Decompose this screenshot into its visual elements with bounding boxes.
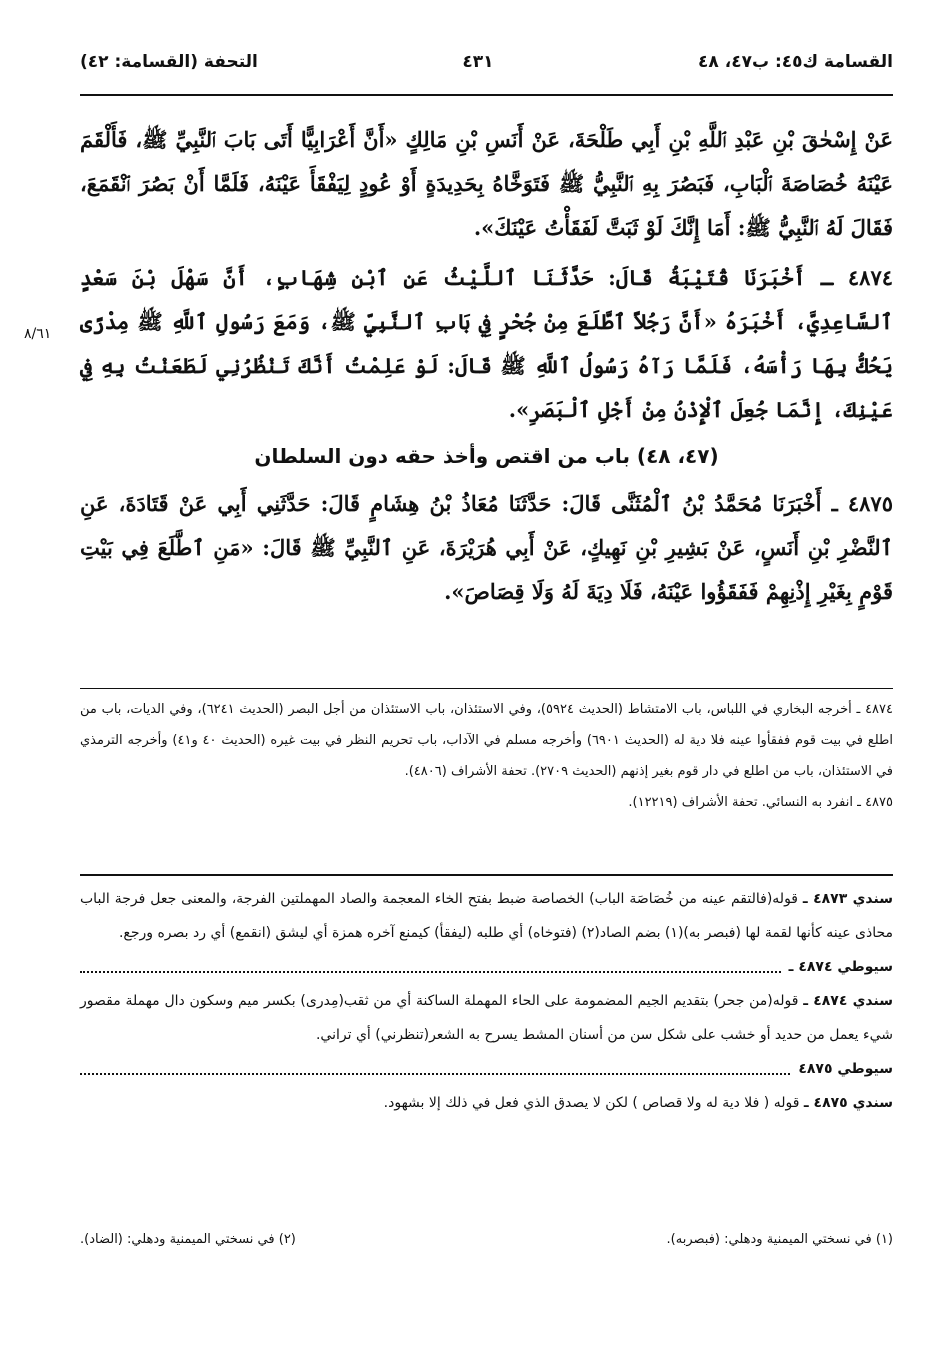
hadith-text: أَخْبَرَنَا قُتَيْبَةُ قَالَ: حَدَّثَنَا ٱللَّيْثُ عَنِ ٱبْنِ شِهَابٍ، أَنَّ سَهْلَ بْنَ سَعْدٍ ٱلسَّاعِدِيَّ، أَخْبَرَهُ «أَنَّ رَجُلاً ٱطَّلَعَ مِنْ جُحْرٍ فِي بَابِ ٱلنَّبِيِّ ﷺ، وَمَعَ رَسُولِ ٱللَّهِ ﷺ مِدْرًى يَحُكُّ بِهَا رَأْسَهُ، فَلَمَّا رَآهُ رَسُولُ ٱللَّهِ ﷺ قَالَ: لَوْ عَلِمْتُ أَنَّكَ تَنْظُرُنِي لَطَعَنْتُ بِهِ فِي عَيْنِكَ، إِنَّمَا جُعِلَ ٱلْإِذْنُ مِنْ أَجْلِ ٱلْبَصَرِ».	[80, 265, 893, 422]
sindi-label: سندي ٤٨٧٤ ـ	[803, 993, 893, 1009]
sindi-4873	[80, 882, 893, 950]
page-number: ٤٣١	[462, 52, 494, 72]
sindi-text: قوله ( فلا دية له ولا قصاص ) لكن لا يصدق الذي فعل في ذلك إلا بشهود.	[383, 1095, 800, 1111]
edition-note-1: (١) في نسختي الميمنية ودهلي: (فبصربه).	[666, 1232, 893, 1247]
sindi-text: قوله(من جحر) بتقديم الجيم المضمومة على الحاء المهملة الساكنة أي من ثقب(مِدرى) بكسر ميم وسكون دال مهملة مقصور شيء يعمل من حديد أو خشب على شكل سن من أسنان المشط يسرح به الشعر(تنظرني) أي تراني.	[80, 993, 893, 1043]
suyuti-label: سيوطي ٤٨٧٤ ـ	[788, 959, 893, 975]
main-text	[80, 118, 893, 620]
dotted-leader	[80, 971, 781, 973]
edition-note-2: (٢) في نسختي الميمنية ودهلي: (الضاد).	[80, 1232, 296, 1247]
header-rule	[80, 94, 893, 96]
sindi-4875	[80, 1086, 893, 1120]
header-tuhfa-ref: التحفة (القسامة: ٤٢)	[80, 52, 258, 72]
sindi-4874	[80, 984, 893, 1052]
hadith-4874	[80, 256, 893, 432]
suyuti-4874	[80, 950, 893, 984]
sindi-text: قوله(فالتقم عينه من خُصَاصَة الباب) الخصاصة ضبط بفتح الخاء المعجمة والصاد المهملتين الفرجة، والمعنى جعل فرجة الباب محاذى عينه كأنها لقمة لها (فبصر به)(١) بضم الصاد(٢) (فتوخاه) أي طلبه (ليفقأ) كيمنع آخره همزة أي ليشق (انقمع) أي رد بصره ورجع.	[80, 891, 893, 941]
running-header	[80, 44, 893, 80]
takhrij-notes	[80, 694, 893, 818]
hadith-number: ٤٨٧٥ ـ	[831, 491, 893, 516]
dotted-leader	[80, 1073, 790, 1075]
header-chapter-ref: القسامة ك٤٥: ب٤٧، ٤٨	[698, 52, 893, 72]
suyuti-4875	[80, 1052, 893, 1086]
sharh-rule	[80, 874, 893, 876]
takhrij-rule	[80, 688, 893, 689]
hadith-4873-continuation: عَنْ إِسْحٰقَ بْنِ عَبْدِ ٱللَّهِ بْنِ أَبِي طَلْحَةَ، عَنْ أَنَسِ بْنِ مَالِكٍ «أَنَّ أَعْرَابِيًّا أَتَى بَابَ ٱلنَّبِيِّ ﷺ، فَأَلْقَمَ عَيْنَهُ خُصَاصَةَ ٱلْبَابِ، فَبَصُرَ بِهِ ٱلنَّبِيُّ ﷺ فَتَوَخَّاهُ بِحَدِيدَةٍ أَوْ عُودٍ لِيَفْقَأَ عَيْنَهُ، فَلَمَّا أَنْ بَصُرَ ٱنْقَمَعَ، فَقَالَ لَهُ ٱلنَّبِيُّ ﷺ: أَمَا إِنَّكَ لَوْ ثَبَتَّ لَفَقَأْتُ عَيْنَكَ».	[80, 127, 893, 240]
edition-notes	[80, 1232, 893, 1247]
suyuti-label: سيوطي ٤٨٧٥	[798, 1061, 893, 1077]
commentary	[80, 882, 893, 1120]
sindi-label: سندي ٤٨٧٣ ـ	[802, 891, 893, 907]
hadith-4875	[80, 482, 893, 614]
takhrij-4874: ٤٨٧٤ ـ أخرجه البخاري في اللباس، باب الامتشاط (الحديث ٥٩٢٤)، وفي الاستئذان، باب الاستئذان من أجل البصر (الحديث ٦٢٤١)، وفي الديات، باب من اطلع في بيت قوم ففقأوا عينه فلا دية له (الحديث ٦٩٠١) وأخرجه مسلم في الآداب، باب تحريم النظر في بيت غيره (الحديث ٤٠ و٤١) وأخرجه الترمذي في الاستئذان، باب من اطلع في دار قوم بغير إذنهم (الحديث ٢٧٠٩). تحفة الأشراف (٤٨٠٦).	[80, 702, 893, 779]
margin-volume-ref: ٨/٦١	[24, 326, 52, 342]
hadith-number: ٤٨٧٤ ـ	[820, 265, 894, 290]
sindi-label: سندي ٤٨٧٥ ـ	[803, 1095, 893, 1111]
takhrij-4875: ٤٨٧٥ ـ انفرد به النسائي. تحفة الأشراف (١٢٢١٩).	[628, 795, 893, 810]
chapter-title: (٤٧، ٤٨) باب من اقتص وأخذ حقه دون السلطان	[254, 444, 719, 468]
hadith-text: أَخْبَرَنَا مُحَمَّدُ بْنُ ٱلْمُثَنَّى قَالَ: حَدَّثَنَا مُعَاذُ بْنُ هِشَامٍ قَالَ: حَدَّثَنِي أَبِي عَنْ قَتَادَةَ، عَنِ ٱلنَّضْرِ بْنِ أَنَسٍ، عَنْ بَشِيرِ بْنِ نَهِيكٍ، عَنْ أَبِي هُرَيْرَةَ، عَنِ ٱلنَّبِيِّ ﷺ قَالَ: «مَنِ ٱطَّلَعَ فِي بَيْتِ قَوْمٍ بِغَيْرِ إِذْنِهِمْ فَفَقَؤُوا عَيْنَهُ، فَلَا دِيَةَ لَهُ وَلَا قِصَاصَ».	[80, 491, 893, 604]
